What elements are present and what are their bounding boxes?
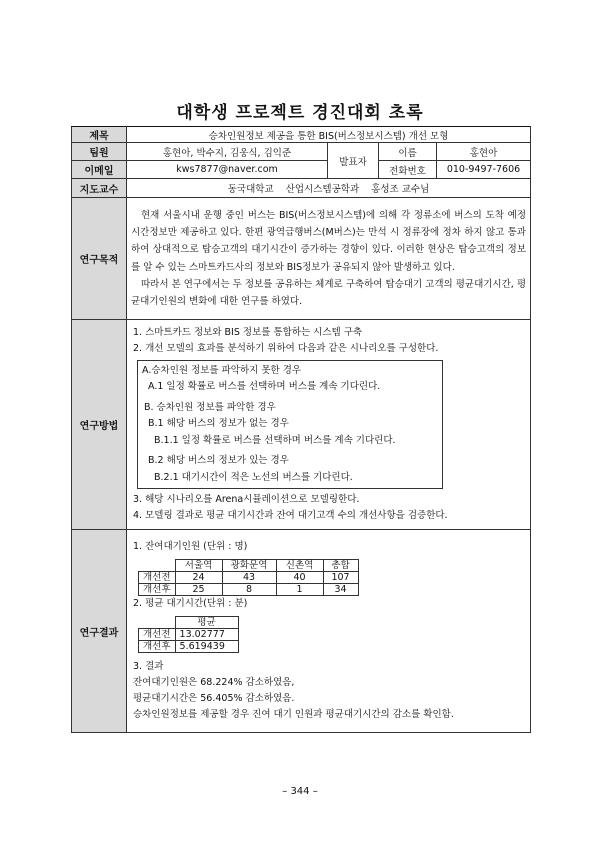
method-line-2: 2. 개선 모델의 효과를 분석하기 위하여 다음과 같은 시나리오를 구성한다. <box>133 343 439 355</box>
table-row <box>139 572 359 584</box>
table-row <box>139 641 239 653</box>
purpose-label: 연구목적 <box>72 198 127 320</box>
waiting-time-cell: 13.02777 <box>175 629 238 641</box>
scenario-a: A.승차인원 정보를 파악하지 못한 경우 <box>142 365 302 377</box>
email-value: kws7877@naver.com <box>127 161 328 179</box>
result-summary-3: 승차인원정보를 제공할 경우 진여 대기 인원과 평균대기시간의 감소를 확인함. <box>133 709 454 720</box>
method-content <box>127 320 531 530</box>
waiting-people-header-cell: 서울역 <box>175 560 222 572</box>
waiting-time-header-row <box>139 617 239 629</box>
scenario-b21: B.2.1 대기시간이 적은 노선의 버스를 기다린다. <box>154 471 353 483</box>
result-summary-1: 잔여대기인원은 68.224% 감소하였음, <box>133 677 295 688</box>
waiting-people-cell: 개선전 <box>139 572 176 584</box>
waiting-people-cell: 107 <box>323 572 358 584</box>
document-title: 대학생 프로젝트 경진대회 초록 <box>176 103 424 123</box>
waiting-people-cell: 개선후 <box>139 584 176 596</box>
waiting-people-header-row <box>139 560 359 572</box>
abstract-table <box>71 126 531 733</box>
scenario-b2: B.2 해당 버스의 정보가 있는 경우 <box>148 455 289 467</box>
waiting-time-table <box>138 616 239 653</box>
waiting-people-cell: 40 <box>276 572 323 584</box>
purpose-paragraph-1: 현재 서울시내 운행 중인 버스는 BIS(버스정보시스템)에 의해 각 정류소에 버스의 도착 예정시간정보만 제공하고 있다. 한편 광역급행버스(M버스)는 만석 시 정류장에 정차 하지 않고 통과하여 상대적으로 탑승고객의 대기시간이 증가하는 경향이 있다. 이러한 현상은 탑승고객의 정보를 알 수 있는 스마트카드사의 정보와 BIS정보가 공유되지 않아 발생하고 있다. <box>131 209 527 273</box>
waiting-people-header-cell <box>139 560 176 572</box>
scenario-b11: B.1.1 일정 확률로 버스를 선택하며 버스를 계속 기다린다. <box>154 434 396 446</box>
name-label: 이름 <box>379 143 437 161</box>
advisor-label: 지도교수 <box>72 179 127 198</box>
waiting-people-cell: 8 <box>222 584 276 596</box>
email-label: 이메일 <box>72 161 127 179</box>
method-line-4: 4. 모델링 결과로 평균 대기시간과 잔여 대기고객 수의 개선사항을 검증한다. <box>133 509 448 521</box>
waiting-people-cell: 1 <box>276 584 323 596</box>
presenter-name: 홍현아 <box>437 143 531 161</box>
waiting-time-cell: 개선전 <box>139 629 176 641</box>
waiting-people-cell: 25 <box>175 584 222 596</box>
presenter-label: 발표자 <box>328 143 379 179</box>
method-label: 연구방법 <box>72 320 127 530</box>
waiting-people-cell: 24 <box>175 572 222 584</box>
subject-value: 승차인원정보 제공을 통한 BIS(버스정보시스템) 개선 모형 <box>127 127 531 143</box>
table-row <box>139 584 359 596</box>
advisor-value: 동국대학교 산업시스템공학과 홍성조 교수님 <box>127 179 531 198</box>
scenario-b1: B.1 해당 버스의 정보가 없는 경우 <box>148 418 289 430</box>
subject-label: 제목 <box>72 127 127 143</box>
result-heading-1: 1. 잔여대기인원 (단위 : 명) <box>133 541 248 552</box>
result-heading-3: 3. 결과 <box>133 661 164 672</box>
result-summary-2: 평균대기시간은 56.405% 감소하였음. <box>133 693 295 704</box>
waiting-people-table <box>138 559 359 596</box>
purpose-paragraph-2: 따라서 본 연구에서는 두 정보를 공유하는 체계로 구축하여 탑승대기 고객의 평균대기시간, 평균대기인원의 변화에 대한 연구를 하였다. <box>131 278 527 308</box>
table-row <box>139 629 239 641</box>
result-content <box>127 530 531 733</box>
waiting-people-header-cell: 신촌역 <box>276 560 323 572</box>
result-label: 연구결과 <box>72 530 127 733</box>
purpose-text <box>127 198 531 320</box>
scenario-b: B. 승차인원 정보를 파악한 경우 <box>144 401 276 413</box>
waiting-time-cell: 개선후 <box>139 641 176 653</box>
method-line-1: 1. 스마트카드 정보와 BIS 정보를 통합하는 시스템 구축 <box>133 327 363 339</box>
team-label: 팀원 <box>72 143 127 161</box>
waiting-people-header-cell: 총합 <box>323 560 358 572</box>
waiting-time-header-cell: 평균 <box>175 617 238 629</box>
scenario-a1: A.1 일정 확률로 버스를 선택하며 버스를 계속 기다린다. <box>148 381 381 393</box>
scenario-box <box>137 360 443 489</box>
waiting-people-cell: 34 <box>323 584 358 596</box>
waiting-time-cell: 5.619439 <box>175 641 238 653</box>
waiting-people-cell: 43 <box>222 572 276 584</box>
result-heading-2: 2. 평균 대기시간(단위 : 분) <box>133 598 248 609</box>
page-number: – 344 – <box>282 786 318 797</box>
waiting-people-header-cell: 광화문역 <box>222 560 276 572</box>
method-line-3: 3. 해당 시나리오를 Arena시뮬레이션으로 모델링한다. <box>133 493 360 505</box>
team-value: 홍현아, 박수지, 김웅식, 김익준 <box>127 143 328 161</box>
phone-label: 전화번호 <box>379 161 437 179</box>
waiting-time-header-cell <box>139 617 176 629</box>
presenter-phone: 010-9497-7606 <box>437 161 531 179</box>
